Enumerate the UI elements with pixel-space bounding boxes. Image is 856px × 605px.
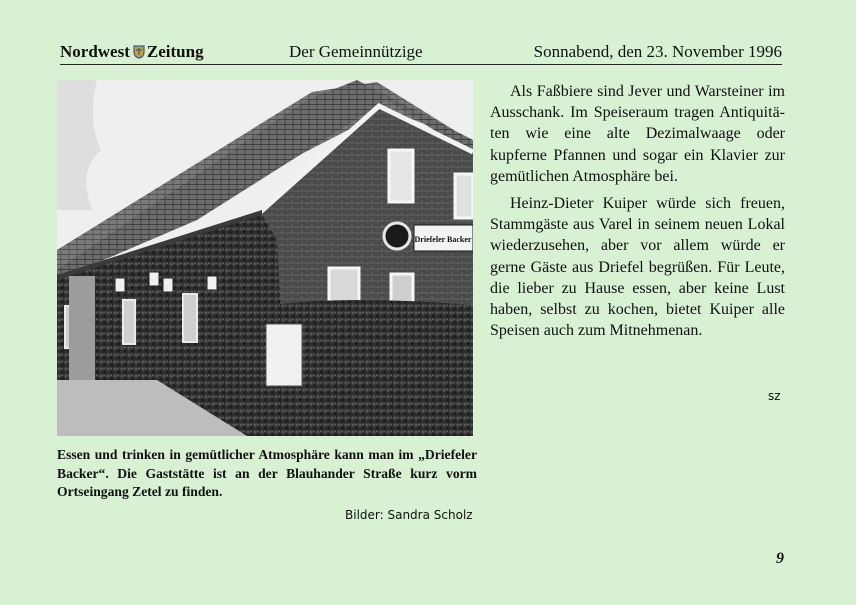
brand-name-left: Nordwest — [60, 42, 130, 61]
article-paragraph: Als Faßbiere sind Jever und Warsteiner im Ausschank. Im Speiseraum tragen Antiquitä-ten wie eine alte Dezimalwaage oder kupferne Pfannen und sogar ein Klavier zur gemütlichen Atmosphäre bei. — [490, 83, 785, 185]
photo-credit: Bilder: Sandra Scholz — [345, 508, 473, 522]
restaurant-sign-text: Driefeler Backer — [414, 235, 472, 244]
crest-icon — [133, 44, 145, 58]
article-column — [490, 81, 785, 347]
brand-name-right: Zeitung — [146, 42, 204, 61]
author-signature: sz — [768, 389, 781, 403]
page-number: 9 — [776, 550, 784, 567]
newspaper-brand — [60, 42, 204, 62]
photo-caption: Essen und trinken in gemütlicher Atmosphäre kann man im „Driefeler Backer“. Die Gaststätte ist an der Blauhander Straße kurz vorm Ortseingang Zetel zu finden. — [57, 447, 477, 500]
restaurant-photo — [57, 80, 473, 436]
issue-date: Sonnabend, den 23. November 1996 — [533, 42, 782, 61]
article-paragraph: Heinz-Dieter Kuiper würde sich freuen, Stammgäste aus Varel in seinem neuen Lokal wiederzusehen, aber vor allem würde er gerne Gäste aus Driefel begrüßen. Für Leute, die lieber zu Hause essen, aber keine Lust haben, selbst zu kochen, bietet Kuiper alle Speisen auch zum Mitnehmenan. — [490, 195, 785, 340]
section-title: Der Gemeinnützige — [289, 42, 423, 61]
newspaper-header — [60, 42, 782, 65]
